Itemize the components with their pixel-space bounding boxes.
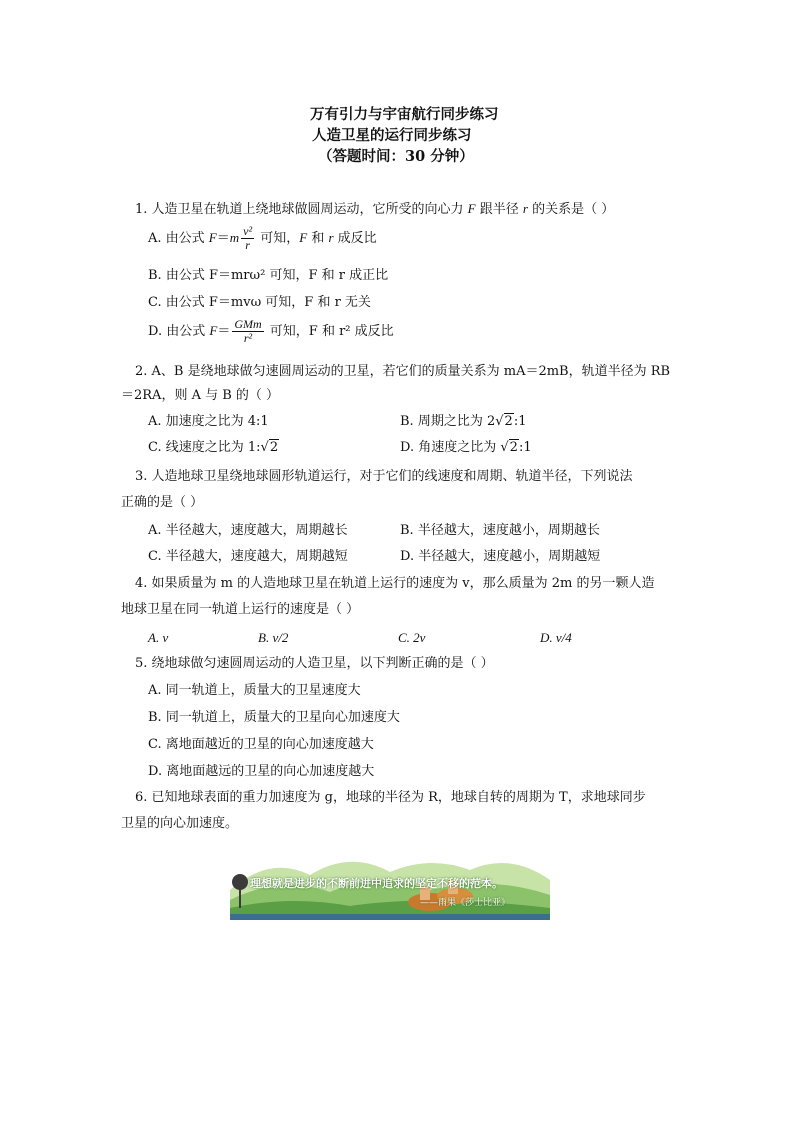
q1-option-b: B. 由公式 F＝mrω² 可知，F 和 r 成正比 — [148, 268, 389, 283]
q5-option-b: B. 同一轨道上，质量大的卫星向心加速度大 — [148, 710, 400, 725]
q3-stem-line2: 正确的是（ ） — [121, 495, 204, 510]
q5-option-d: D. 离地面越远的卫星的向心加速度越大 — [148, 764, 375, 779]
q2-stem-line2: ＝2RA，则 A 与 B 的（ ） — [121, 388, 280, 403]
q4-stem-line1: 4. 如果质量为 m 的人造地球卫星在轨道上运行的速度为 v，那么质量为 2m 的另一颗人造 — [135, 576, 655, 591]
q1-stem: 1. 人造卫星在轨道上绕地球做圆周运动，它所受的向心力 F 跟半径 r 的关系是（ ） — [135, 201, 615, 217]
q1-option-d: D. 由公式 F＝ $\frac{\text{GMm}}{\text{r²}}$ 可知，F 和 r² 成反比 — [148, 317, 394, 345]
title-main: 万有引力与宇宙航行同步练习 — [310, 106, 499, 123]
q1-option-a: A. 由公式 F＝m $\frac{\text{v²}}{r}$ 可知，F 和 r 成反比 — [148, 224, 377, 252]
q3-option-d: D. 半径越大，速度越小，周期越短 — [400, 549, 601, 564]
q4-option-c: C. 2v — [398, 630, 426, 645]
q3-option-c: C. 半径越大，速度越大，周期越短 — [148, 549, 348, 564]
q5-option-a: A. 同一轨道上，质量大的卫星速度大 — [148, 683, 361, 698]
q5-option-c: C. 离地面越近的卫星的向心加速度越大 — [148, 737, 374, 752]
banner-author-text: ——雨果《莎士比亚》 — [420, 898, 511, 908]
q3-option-a: A. 半径越大，速度越大，周期越长 — [148, 523, 348, 538]
q6-stem-line2: 卫星的向心加速度。 — [121, 816, 239, 831]
q6-stem-line1: 6. 已知地球表面的重力加速度为 g，地球的半径为 R，地球自转的周期为 T，求地球同步 — [135, 790, 646, 805]
q2-option-d: D. 角速度之比为 √2:1 — [400, 440, 532, 455]
q4-option-a: A. v — [148, 630, 169, 645]
q4-option-d: D. v/4 — [540, 630, 572, 645]
q2-option-c: C. 线速度之比为 1:√2 — [148, 440, 279, 455]
q1-option-c: C. 由公式 F＝mvω 可知，F 和 r 无关 — [148, 295, 371, 310]
q3-stem-line1: 3. 人造地球卫星绕地球圆形轨道运行，对于它们的线速度和周期、轨道半径，下列说法 — [135, 469, 633, 484]
quote-banner — [230, 850, 550, 920]
q4-stem-line2: 地球卫星在同一轨道上运行的速度是（ ） — [121, 602, 360, 617]
q5-stem: 5. 绕地球做匀速圆周运动的人造卫星，以下判断正确的是（ ） — [135, 656, 494, 671]
q2-stem-line1: 2. A、B 是绕地球做匀速圆周运动的卫星，若它们的质量关系为 mA＝2mB，轨道半径为 RB — [135, 364, 671, 379]
q2-option-a: A. 加速度之比为 4:1 — [148, 414, 269, 429]
q3-option-b: B. 半径越大，速度越小，周期越长 — [400, 523, 600, 538]
q2-option-b: B. 周期之比为 2√2:1 — [400, 414, 527, 429]
title-time: （答题时间：30 分钟） — [318, 148, 474, 165]
q4-option-b: B. v/2 — [258, 630, 289, 645]
title-sub: 人造卫星的运行同步练习 — [312, 127, 472, 144]
banner-quote-text: 理想就是进步的不断前进中追求的坚定不移的范本。 — [250, 877, 503, 890]
